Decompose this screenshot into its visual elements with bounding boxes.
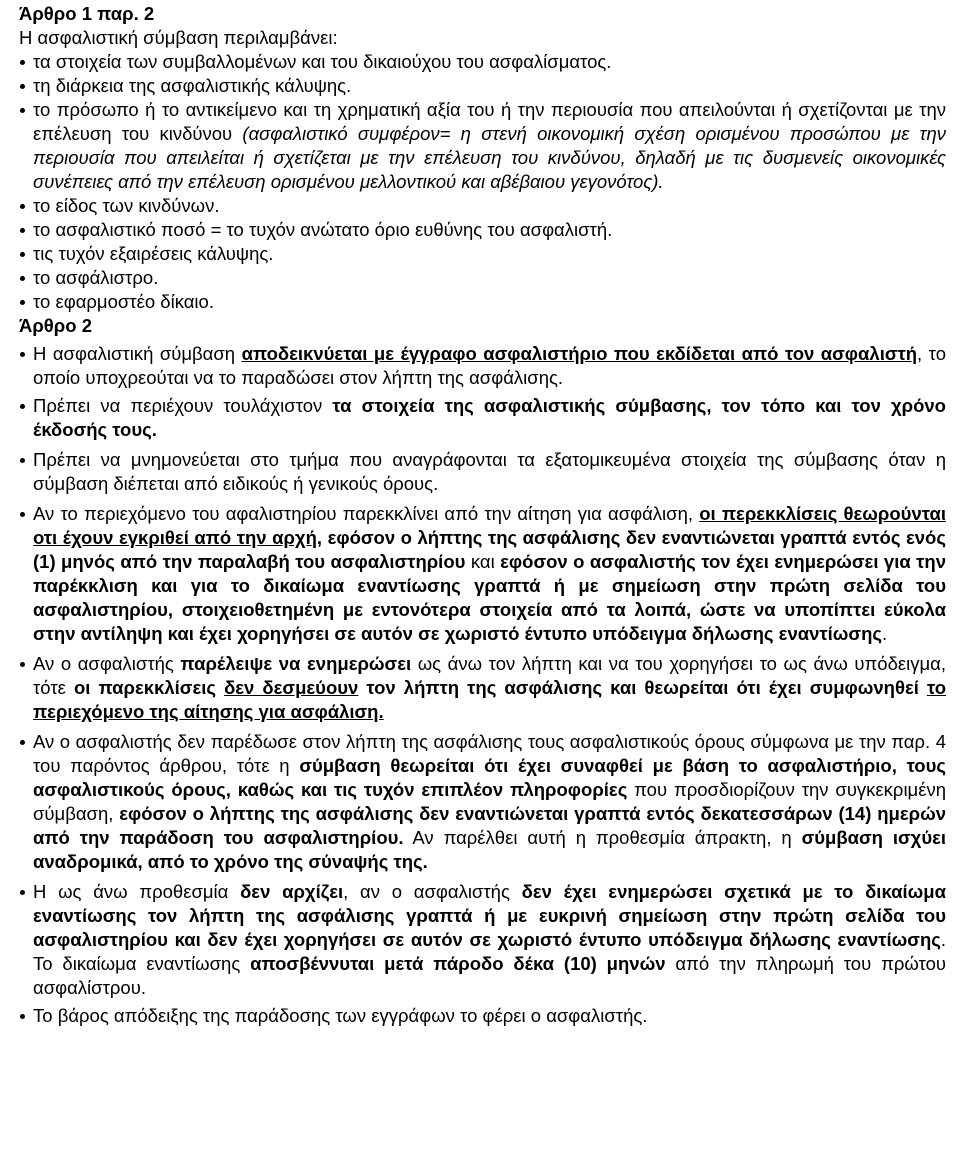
article-2-title: Άρθρο 2 bbox=[19, 315, 92, 336]
list-item: τη διάρκεια της ασφαλιστικής κάλυψης. bbox=[19, 74, 946, 98]
list-item: Η ως άνω προθεσμία δεν αρχίζει, αν ο ασφαλιστής δεν έχει ενημερώσει σχετικά με το δικαίωμα εναντίωσης τον λήπτη της ασφάλισης γραπτά ή με ευκρινή σημείωση στην πρώτη σελίδα του ασφαλιστηρίου και δεν έχει χορηγήσει σε αυτόν σε χωριστό έντυπο υπόδειγμα δήλωσης εναντίωσης. Το δικαίωμα εναντίωσης αποσβέννυται μετά πάροδο δέκα (10) μηνών από την πληρωμή του πρώτου ασφαλίστρου. bbox=[19, 880, 946, 1000]
item-text: το πρόσωπο ή το αντικείμενο και τη χρηματική αξία του ή την περιουσία που απειλούνται ή σχετίζονται με την επέλευση του κινδύνου bbox=[33, 99, 946, 144]
list-item: το ασφαλιστικό ποσό = το τυχόν ανώτατο όριο ευθύνης του ασφαλιστή. bbox=[19, 218, 946, 242]
list-item: Αν ο ασφαλιστής παρέλειψε να ενημερώσει ως άνω τον λήπτη και να του χορηγήσει το ως άνω υπόδειγμα, τότε οι παρεκκλίσεις δεν δεσμεύουν τον λήπτη της ασφάλισης και θεωρείται ότι έχει συμφωνηθεί το περιεχόμενο της αίτησης για ασφάλιση. bbox=[19, 652, 946, 724]
emphasis: δεν αρχίζει bbox=[240, 881, 344, 902]
emphasis: σύμβαση ισχύει αναδρομικά, από το χρόνο της σύναψής της. bbox=[33, 827, 947, 872]
emphasis: οι περεκκλίσεις θεωρούνται οτι έχουν εγκριθεί από την αρχή bbox=[33, 503, 946, 548]
emphasis: εφόσον ο ασφαλιστής τον έχει ενημερώσει για την παρέκκλιση και για το δικαίωμα εναντίωσης γραπτά ή με σημείωση στην πρώτη σελίδα του ασφαλιστηρίου, στοιχειοθετημένη με εντονότερα στοιχεία από τα λοιπά, ώστε να υποπίπτει εύκολα στην αντίληψη και έχει χορηγήσει σε αυτόν σε χωριστό έντυπο υπόδειγμα δήλωσης εναντίωσης bbox=[33, 551, 947, 644]
list-item: Πρέπει να μνημονεύεται στο τμήμα που αναγράφονται τα εξατομικευμένα στοιχεία της σύμβασης όταν η σύμβαση διέπεται από ειδικούς ή γενικούς όρους. bbox=[19, 448, 946, 496]
insurable-interest-definition: (ασφαλιστικό συμφέρον= η στενή οικονομική σχέση ορισμένου προσώπου με την περιουσία που απειλείται ή σχετίζεται με την επέλευση του κινδύνου, δηλαδή με τις δυσμενείς οικονομικές συνέπειες από την επέλευση ορισμένου μελλοντικού και αβέβαιου γεγονότος). bbox=[33, 123, 946, 192]
emphasis: τον λήπτη της ασφάλισης και θεωρείται ότι έχει συμφωνηθεί bbox=[358, 677, 927, 698]
article-1-list bbox=[19, 50, 946, 314]
emphasis: παρέλειψε να ενημερώσει bbox=[180, 653, 412, 674]
list-item: το ασφάλιστρο. bbox=[19, 266, 946, 290]
emphasis: το περιεχόμενο της αίτησης για ασφάλιση. bbox=[33, 677, 946, 722]
emphasis: εφόσον ο λήπτης της ασφάλισης δεν εναντιώνεται γραπτά εντός δεκατεσσάρων (14) ημερών από την παράδοση του ασφαλιστηρίου. bbox=[33, 803, 946, 848]
list-item: το εφαρμοστέο δίκαιο. bbox=[19, 290, 946, 314]
list-item: Πρέπει να περιέχουν τουλάχιστον τα στοιχεία της ασφαλιστικής σύμβασης, τον τόπο και τον χρόνο έκδοσής τους. bbox=[19, 394, 946, 442]
list-item: Αν ο ασφαλιστής δεν παρέδωσε στον λήπτη της ασφάλισης τους ασφαλιστικούς όρους σύμφωνα με την παρ. 4 του παρόντος άρθρου, τότε η σύμβαση θεωρείται ότι έχει συναφθεί με βάση το ασφαλιστήριο, τους ασφαλιστικούς όρους, καθώς και τις τυχόν επιπλέον πληροφορίες που προσδιορίζουν την συγκεκριμένη σύμβαση, εφόσον ο λήπτης της ασφάλισης δεν εναντιώνεται γραπτά εντός δεκατεσσάρων (14) ημερών από την παράδοση του ασφαλιστηρίου. Αν παρέλθει αυτή η προθεσμία άπρακτη, η σύμβαση ισχύει αναδρομικά, από το χρόνο της σύναψής της. bbox=[19, 730, 946, 874]
list-item: τα στοιχεία των συμβαλλομένων και του δικαιούχου του ασφαλίσματος. bbox=[19, 50, 946, 74]
list-item: Η ασφαλιστική σύμβαση αποδεικνύεται με έγγραφο ασφαλιστήριο που εκδίδεται από τον ασφαλιστή, το οποίο υποχρεούται να το παραδώσει στον λήπτη της ασφάλισης. bbox=[19, 342, 946, 390]
emphasis: δεν έχει ενημερώσει σχετικά με το δικαίωμα εναντίωσης τον λήπτη της ασφάλισης γραπτά ή με ευκρινή σημείωση στην πρώτη σελίδα του ασφαλιστηρίου και δεν έχει χορηγήσει σε αυτόν σε χωριστό έντυπο υπόδειγμα δήλωσης εναντίωσης bbox=[33, 881, 946, 950]
emphasis: οι παρεκκλίσεις bbox=[73, 677, 225, 698]
emphasis: , εφόσον ο λήπτης της ασφάλισης δεν εναντιώνεται γραπτά εντός ενός (1) μηνός από την παραλαβή του ασφαλιστηρίου bbox=[33, 527, 946, 572]
list-item bbox=[19, 98, 946, 194]
emphasis: τα στοιχεία της ασφαλιστικής σύμβασης, τον τόπο και τον χρόνο έκδοσής τους. bbox=[33, 395, 946, 440]
emphasis: σύμβαση θεωρείται ότι έχει συναφθεί με βάση το ασφαλιστήριο, τους ασφαλιστικούς όρους, καθώς και τις τυχόν επιπλέον πληροφορίες bbox=[33, 755, 946, 800]
list-item: Το βάρος απόδειξης της παράδοσης των εγγράφων το φέρει ο ασφαλιστής. bbox=[19, 1004, 946, 1028]
list-item: Αν το περιεχόμενο του αφαλιστηρίου παρεκκλίνει από την αίτηση για ασφάλιση, οι περεκκλίσεις θεωρούνται οτι έχουν εγκριθεί από την αρχή, εφόσον ο λήπτης της ασφάλισης δεν εναντιώνεται γραπτά εντός ενός (1) μηνός από την παραλαβή του ασφαλιστηρίου και εφόσον ο ασφαλιστής τον έχει ενημερώσει για την παρέκκλιση και για το δικαίωμα εναντίωσης γραπτά ή με σημείωση στην πρώτη σελίδα του ασφαλιστηρίου, στοιχειοθετημένη με εντονότερα στοιχεία από τα λοιπά, ώστε να υποπίπτει εύκολα στην αντίληψη και έχει χορηγήσει σε αυτόν σε χωριστό έντυπο υπόδειγμα δήλωσης εναντίωσης. bbox=[19, 502, 946, 646]
list-item: το είδος των κινδύνων. bbox=[19, 194, 946, 218]
article-1-intro: Η ασφαλιστική σύμβαση περιλαμβάνει: bbox=[19, 27, 338, 48]
emphasis: αποσβέννυται μετά πάροδο δέκα (10) μηνών bbox=[250, 953, 666, 974]
article-1-title: Άρθρο 1 παρ. 2 bbox=[19, 3, 155, 24]
article-2-list bbox=[19, 342, 946, 1028]
emphasis: δεν δεσμεύουν bbox=[224, 677, 359, 698]
emphasis: αποδεικνύεται με έγγραφο ασφαλιστήριο που εκδίδεται από τον ασφαλιστή bbox=[241, 343, 918, 364]
list-item: τις τυχόν εξαιρέσεις κάλυψης. bbox=[19, 242, 946, 266]
